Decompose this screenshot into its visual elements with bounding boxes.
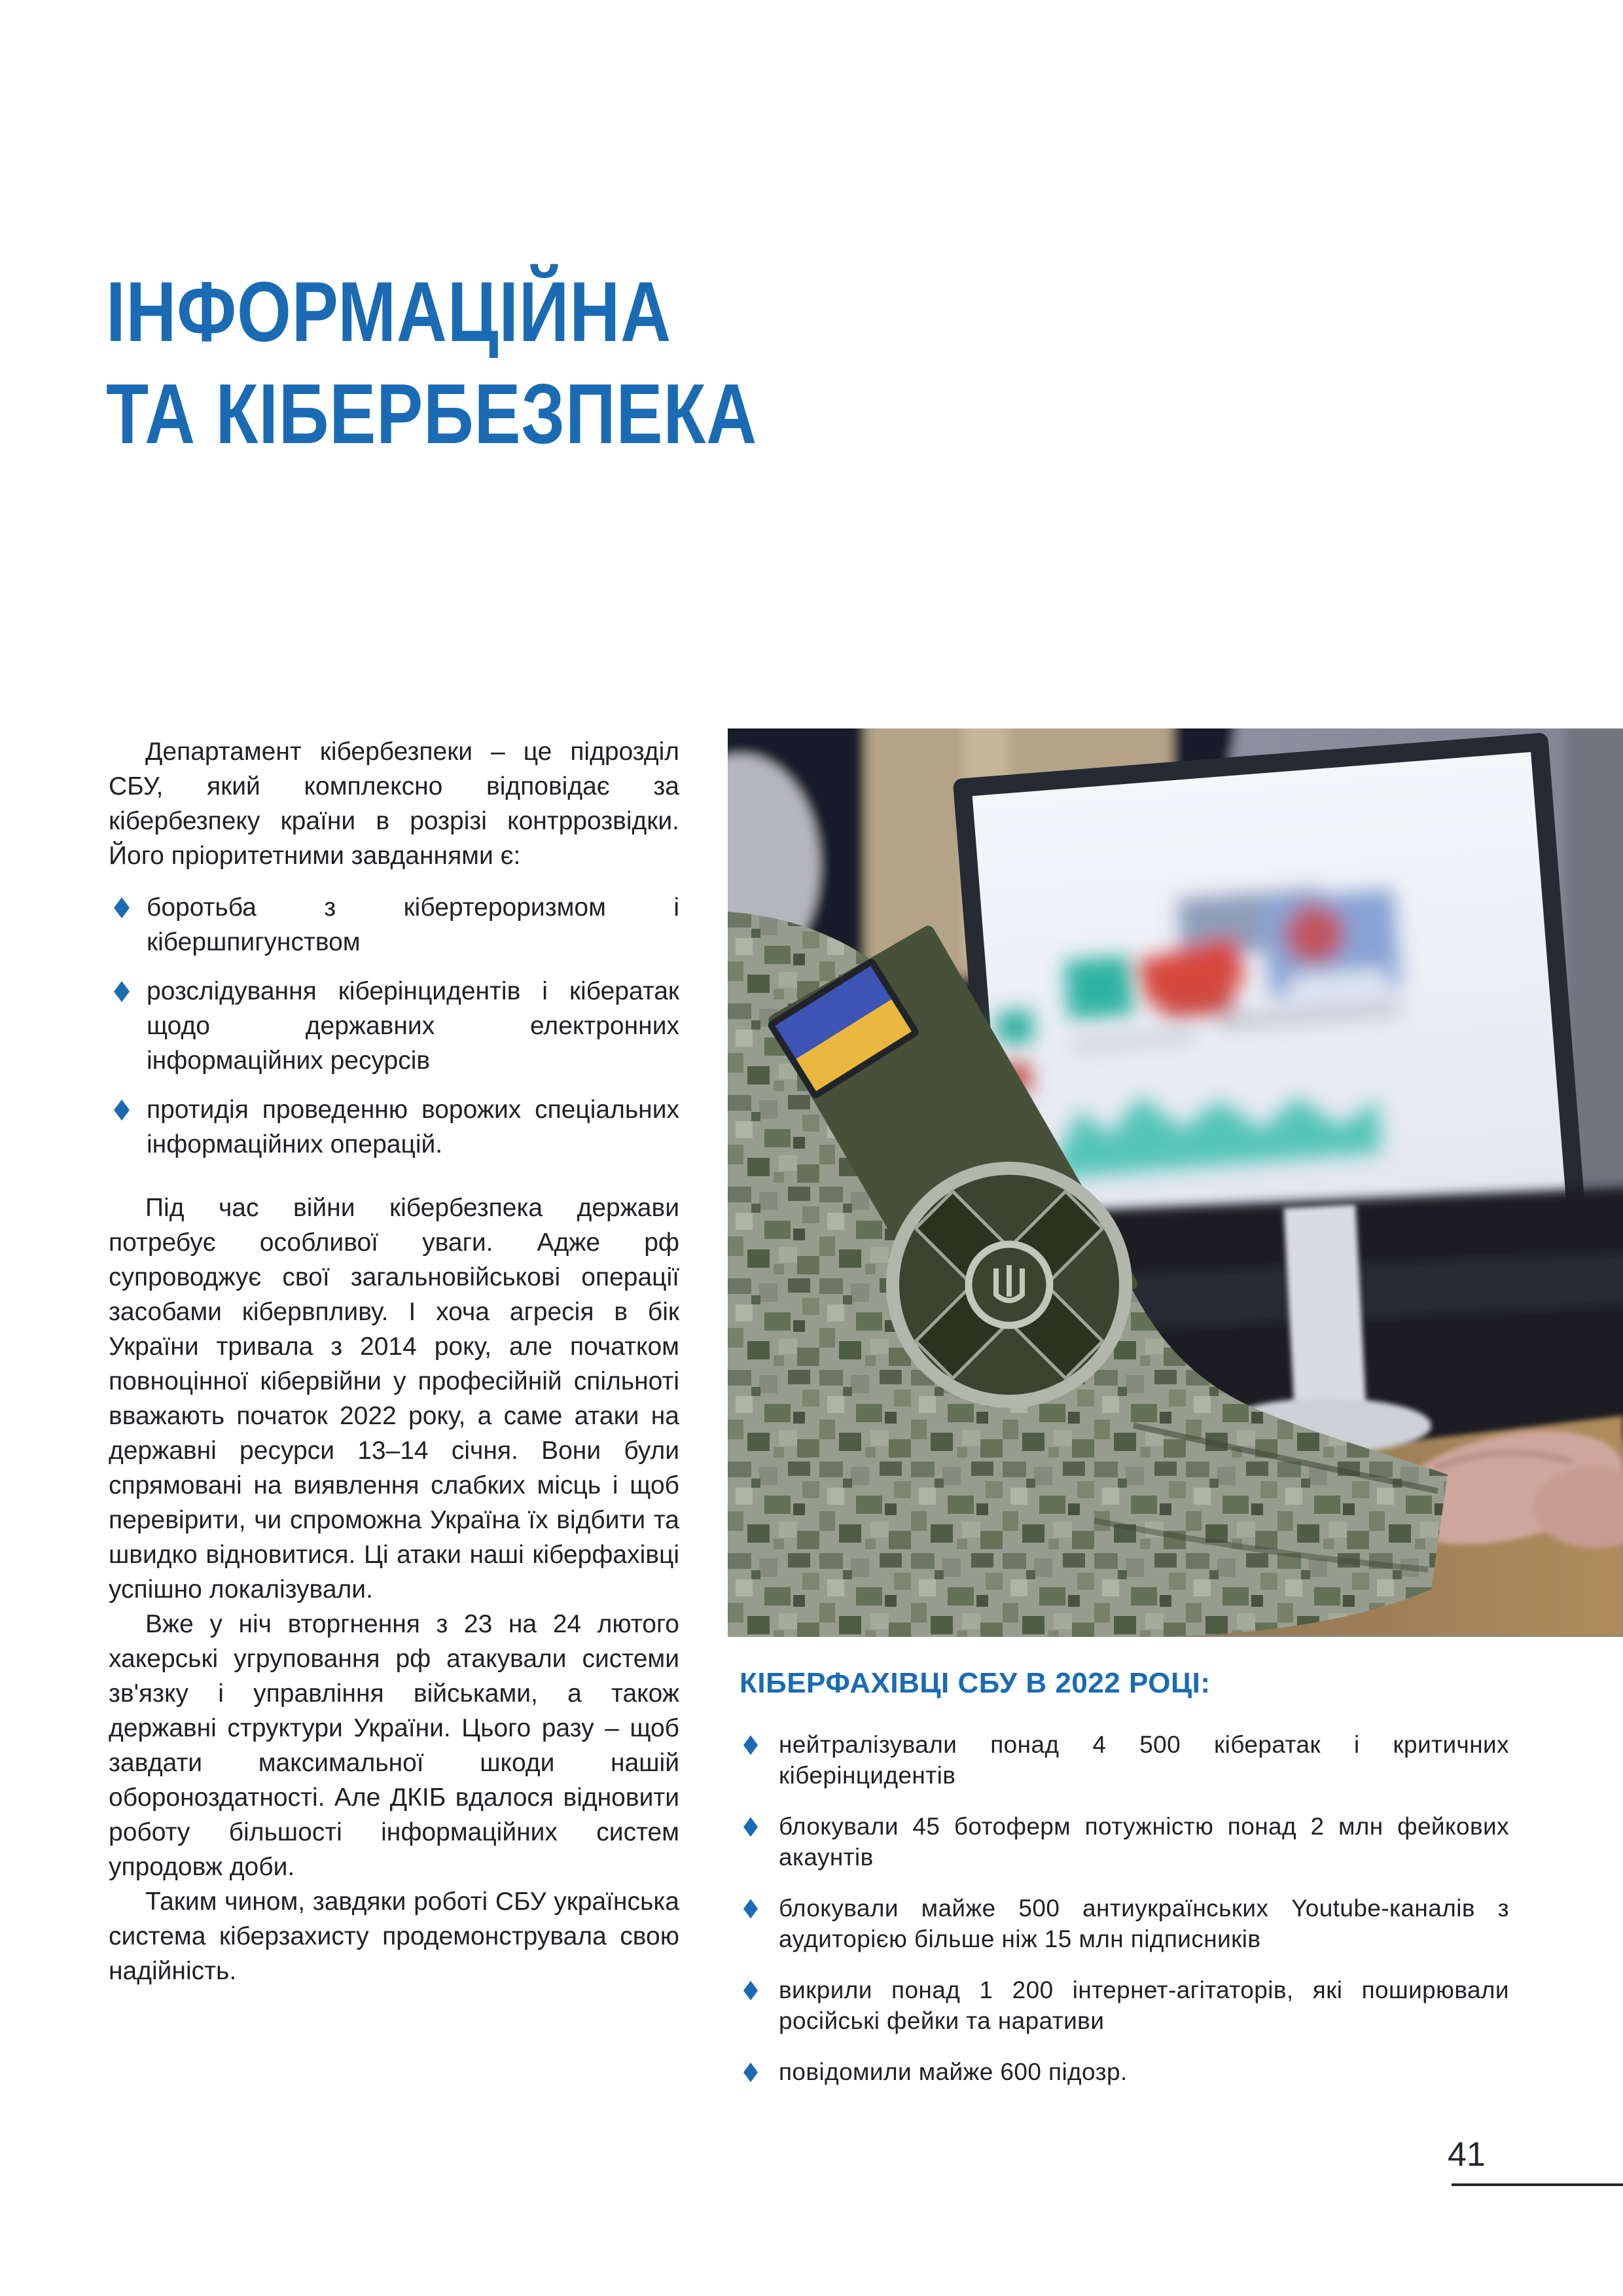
left-text-column [109,734,679,1988]
list-item [740,1975,1509,2036]
task-text: протидія проведенню ворожих спеціальних інформаційних операцій. [147,1096,679,1158]
page-title-line2: ТА КІБЕРБЕЗПЕКА [106,366,758,461]
page-title-line1: ІНФОРМАЦІЙНА [106,264,671,359]
cyber-results-panel [740,1668,1509,2087]
achievement-text: блокували 45 ботоферм потужністю понад 2 млн фейкових акаунтів [779,1813,1509,1871]
diamond-bullet-icon [743,1735,758,1755]
page-number: 41 [1448,2136,1486,2174]
list-item [740,2056,1509,2087]
diamond-bullet-icon [743,1817,758,1837]
achievement-text: нейтралізували понад 4 500 кібератак і критичних кіберінцидентів [779,1731,1509,1789]
list-item [740,1729,1509,1791]
sidebar-heading: КІБЕРФАХІВЦІ СБУ В 2022 РОЦІ: [740,1667,1211,1699]
diamond-bullet-icon [743,2062,758,2082]
list-item [109,1092,679,1162]
achievement-text: блокували майже 500 антиукраїнських Youtube-каналів з аудиторією більше ніж 15 млн підписників [779,1895,1509,1953]
list-item [109,890,679,960]
war-cyber-paragraph: Під час війни кібербезпека держави потребує особливої уваги. Адже рф супроводжує свої загальновійськові операції засобами кібервпливу. І хоча агресія в бік України тривала з 2014 року, але початком повноцінної кібервійни у професійній спільноті вважають початок 2022 року, а саме атаки на державні ресурси 13–14 січня. Вони були спрямовані на виявлення слабких місць і щоб перевірити, чи спроможна Україна їх відбити та швидко відновитися. Ці атаки наші кіберфахівці успішно локалізували. [109,1194,679,1604]
photo-illustration [728,728,1623,1637]
achievement-text: викрили понад 1 200 інтернет-агітаторів, які поширювали російські фейки та наративи [779,1977,1509,2035]
page-title [106,260,757,465]
diamond-bullet-icon [743,1981,758,2000]
achievement-text: повідомили майже 600 підозр. [779,2058,1128,2086]
task-text: боротьба з кібертероризмом і кібершпигунством [147,893,679,956]
list-item [109,974,679,1078]
list-item [740,1811,1509,1873]
diamond-bullet-icon [114,1100,130,1121]
priority-task-list [109,890,679,1162]
soldier-at-monitor-photo [728,728,1623,1637]
list-item [740,1893,1509,1954]
diamond-bullet-icon [743,1899,758,1918]
invasion-night-paragraph: Вже у ніч вторгнення з 23 на 24 лютого хакерські угруповання рф атакували системи зв'язку і управління військами, а також державні структури України. Цього разу – щоб завдати максимальної шкоди нашій обороноздатності. Але ДКІБ вдалося відновити роботу більшості інформаційних систем упродовж доби. [109,1610,679,1881]
intro-paragraph: Департамент кібербезпеки – це підрозділ СБУ, який комплексно відповідає за кібербезпеку країни в розрізі контррозвідки. Його пріоритетними завданнями є: [109,738,679,870]
diamond-bullet-icon [114,897,130,918]
task-text: розслідування кіберінцидентів і кібератак щодо державних електронних інформаційних ресурсів [147,977,679,1075]
footer-rule [1452,2183,1623,2186]
achievements-list [740,1729,1509,2087]
diamond-bullet-icon [114,981,130,1002]
conclusion-paragraph: Таким чином, завдяки роботі СБУ українська система кіберзахисту продемонструвала свою надійність. [109,1888,679,1985]
